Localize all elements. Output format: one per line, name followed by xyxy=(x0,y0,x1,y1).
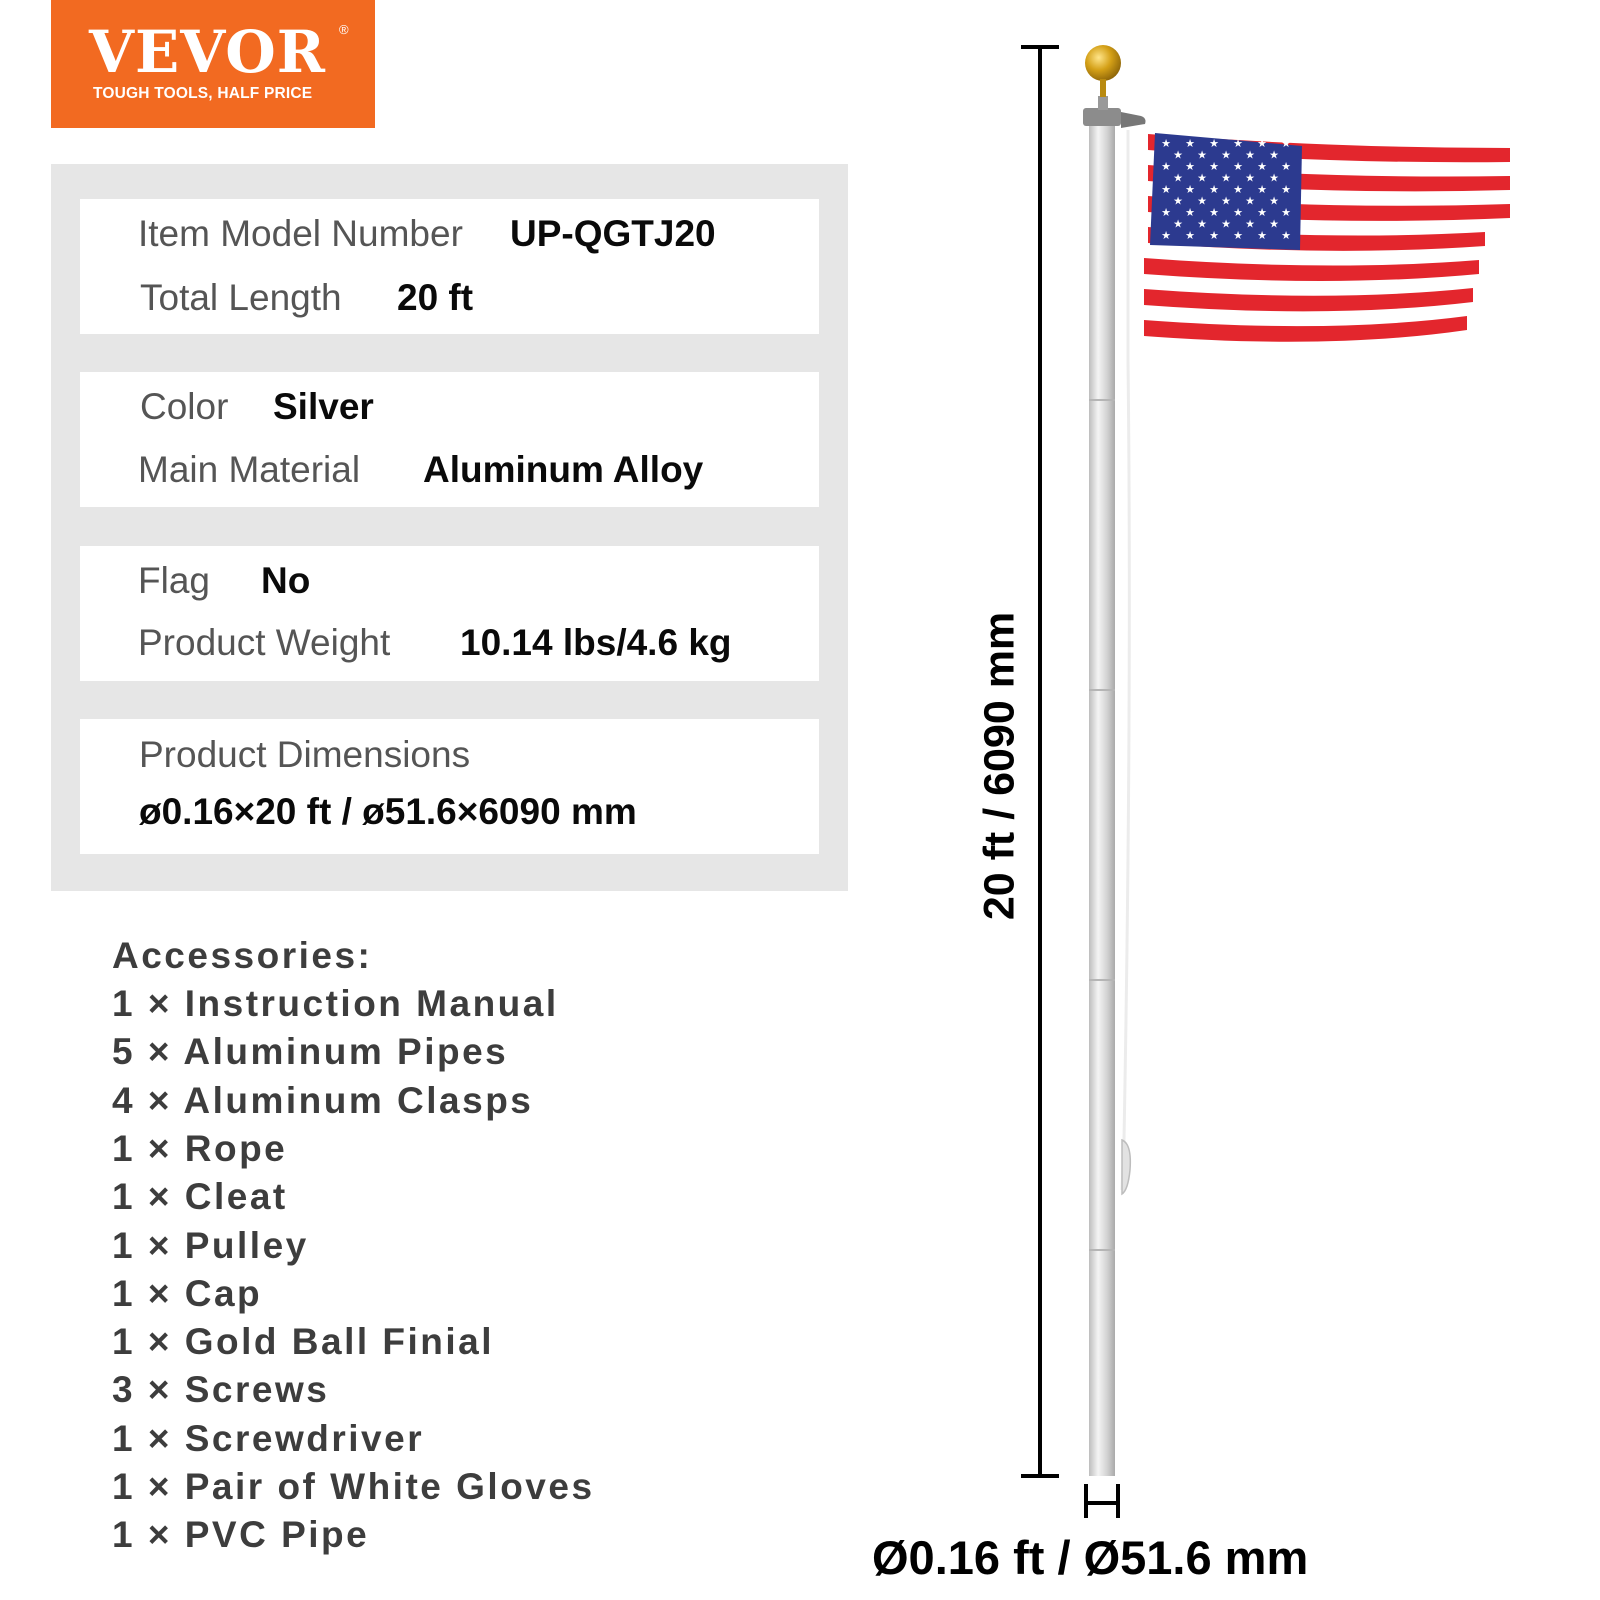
flag-star: ★ xyxy=(1245,172,1255,185)
flag-star: ★ xyxy=(1245,218,1255,231)
flag-star: ★ xyxy=(1257,183,1267,196)
weight-value: 10.14 lbs/4.6 kg xyxy=(460,622,732,663)
logo-wordmark: VEVOR xyxy=(89,18,326,86)
flag-star: ★ xyxy=(1281,206,1291,219)
us-flag xyxy=(1144,131,1512,350)
flag-star: ★ xyxy=(1245,149,1255,162)
accessory-item: 4 × Aluminum Clasps xyxy=(112,1079,534,1121)
height-dimension-line xyxy=(1021,47,1059,1476)
flag-star: ★ xyxy=(1173,218,1183,231)
total-length-label: Total Length xyxy=(140,277,342,318)
diameter-dimension-line xyxy=(1086,1484,1118,1518)
flag-star: ★ xyxy=(1233,160,1243,173)
rope xyxy=(1122,130,1129,1190)
flag-star: ★ xyxy=(1269,149,1279,162)
flag-star: ★ xyxy=(1257,229,1267,242)
pole xyxy=(1089,122,1115,1476)
spec-box-color-material xyxy=(80,372,819,507)
flag-star: ★ xyxy=(1269,218,1279,231)
accessory-item: 1 × Pair of White Gloves xyxy=(112,1466,595,1507)
flag-star: ★ xyxy=(1281,137,1291,150)
flag-star: ★ xyxy=(1281,160,1291,173)
color-value: Silver xyxy=(273,386,374,427)
accessory-item: 1 × Screwdriver xyxy=(112,1417,425,1459)
total-length-value: 20 ft xyxy=(397,277,474,318)
flag-star: ★ xyxy=(1269,195,1279,208)
flag-star: ★ xyxy=(1173,149,1183,162)
flag-star: ★ xyxy=(1269,172,1279,185)
flag-star: ★ xyxy=(1209,160,1219,173)
vevor-logo xyxy=(51,0,375,128)
gold-ball-finial xyxy=(1085,45,1121,97)
dimensions-value: ø0.16×20 ft / ø51.6×6090 mm xyxy=(139,791,637,832)
flag-star: ★ xyxy=(1209,206,1219,219)
color-label: Color xyxy=(140,386,229,427)
flag-star: ★ xyxy=(1161,206,1171,219)
flag-star: ★ xyxy=(1197,195,1207,208)
flag-star: ★ xyxy=(1221,218,1231,231)
spec-box-model-length xyxy=(80,199,819,334)
flag-star: ★ xyxy=(1185,137,1195,150)
flag-star: ★ xyxy=(1209,137,1219,150)
spec-box-flag-weight xyxy=(80,546,819,681)
accessory-item: 1 × PVC Pipe xyxy=(112,1514,370,1556)
flag-star: ★ xyxy=(1161,160,1171,173)
flag-star: ★ xyxy=(1185,160,1195,173)
item-model-label: Item Model Number xyxy=(138,213,463,254)
flag-star: ★ xyxy=(1233,137,1243,150)
cleat xyxy=(1122,1140,1130,1194)
flag-star: ★ xyxy=(1233,183,1243,196)
flag-star: ★ xyxy=(1209,229,1219,242)
flag-star: ★ xyxy=(1185,229,1195,242)
registered-mark: ® xyxy=(339,22,349,37)
flag-star: ★ xyxy=(1161,229,1171,242)
flag-star: ★ xyxy=(1257,160,1267,173)
accessory-item: 1 × Rope xyxy=(112,1127,288,1169)
accessories-title: Accessories: xyxy=(112,935,373,976)
flag-star: ★ xyxy=(1281,229,1291,242)
flag-star: ★ xyxy=(1209,183,1219,196)
material-label: Main Material xyxy=(138,449,361,490)
flag-label: Flag xyxy=(138,560,210,601)
flag-star: ★ xyxy=(1233,206,1243,219)
flag-star: ★ xyxy=(1161,183,1171,196)
spec-box-dimensions xyxy=(80,719,819,854)
flag-star: ★ xyxy=(1197,172,1207,185)
flag-star: ★ xyxy=(1257,137,1267,150)
flag-star: ★ xyxy=(1161,137,1171,150)
logo-tagline: TOUGH TOOLS, HALF PRICE xyxy=(93,85,313,102)
flag-star: ★ xyxy=(1281,183,1291,196)
flag-star: ★ xyxy=(1197,149,1207,162)
accessory-item: 1 × Instruction Manual xyxy=(112,983,559,1024)
flag-star: ★ xyxy=(1185,183,1195,196)
flag-star: ★ xyxy=(1257,206,1267,219)
flag-star: ★ xyxy=(1173,172,1183,185)
accessory-item: 5 × Aluminum Pipes xyxy=(112,1031,509,1073)
flagpole-illustration xyxy=(840,0,1600,1600)
flag-star: ★ xyxy=(1221,149,1231,162)
material-value: Aluminum Alloy xyxy=(423,449,704,490)
accessory-item: 1 × Pulley xyxy=(112,1224,309,1266)
flag-star: ★ xyxy=(1173,195,1183,208)
item-model-value: UP-QGTJ20 xyxy=(510,213,716,254)
height-dimension-label: 20 ft / 6090 mm xyxy=(975,611,1024,921)
accessory-item: 1 × Cap xyxy=(112,1272,263,1314)
pulley xyxy=(1083,96,1146,128)
flag-star: ★ xyxy=(1221,172,1231,185)
weight-label: Product Weight xyxy=(138,622,391,663)
spec-panel xyxy=(51,164,848,891)
accessory-item: 1 × Gold Ball Finial xyxy=(112,1321,495,1363)
diameter-dimension-label: Ø0.16 ft / Ø51.6 mm xyxy=(872,1531,1309,1584)
accessory-item: 3 × Screws xyxy=(112,1369,330,1411)
flag-star: ★ xyxy=(1197,218,1207,231)
flag-value: No xyxy=(261,560,311,601)
flag-star: ★ xyxy=(1245,195,1255,208)
dimensions-label: Product Dimensions xyxy=(139,734,471,775)
flag-star: ★ xyxy=(1221,195,1231,208)
accessory-item: 1 × Cleat xyxy=(112,1176,288,1218)
flag-star: ★ xyxy=(1185,206,1195,219)
flag-star: ★ xyxy=(1233,229,1243,242)
